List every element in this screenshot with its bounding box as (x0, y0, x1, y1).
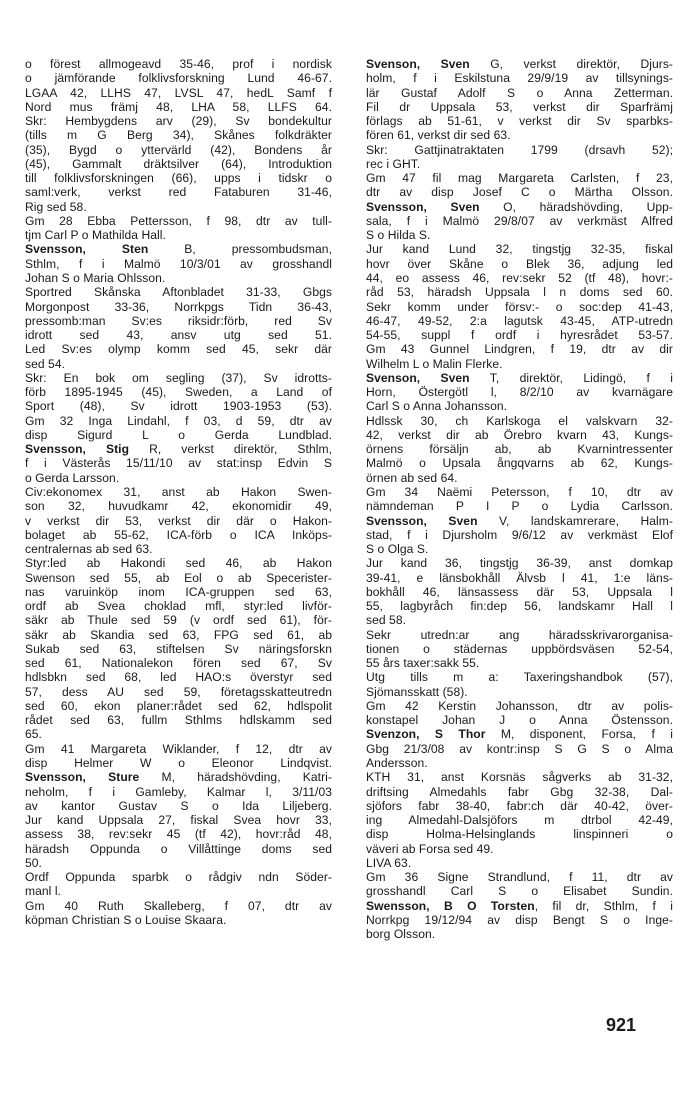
text-line: sed 61, Nationalekon fören sed 67, Sv (25, 656, 332, 671)
entry-name: Svensson, Sture (25, 770, 140, 785)
text-line: Malmö o Upsala ångqvarns ab 62, Kungs- (366, 456, 673, 471)
text-line: o jämförande folklivsforskning Lund 46-67. (25, 71, 332, 86)
text-line: Gm 32 Inga Lindahl, f 03, d 59, dtr av (25, 413, 332, 428)
text-line: Jur kand 36, tingstjg 36-39, anst domkap (366, 556, 673, 571)
text-line: rådet sed 63, fullm Sthlms hdlskamm sed (25, 713, 332, 728)
text-line: råd 53, häradsh Uppsala l n doms sed 60. (366, 285, 673, 300)
text-line: (45), Gammalt dräktsilver (64), Introduktion (25, 156, 332, 171)
text-line: örnens försäljn ab, ab Kvarnintressenter (366, 442, 673, 457)
text-line: Led Sv:es olymp komm sed 45, sekr där (25, 342, 332, 357)
text-line: Sekr utredn:ar ang häradsskrivarorganisa- (366, 627, 673, 642)
text-line: Carl S o Anna Johansson. (366, 399, 508, 414)
text-line: Gm 40 Ruth Skalleberg, f 07, dtr av (25, 898, 332, 913)
text-line: Horn, Östergötl l, 8/2/10 av kvarnägare (366, 385, 673, 400)
text-line: Gbg 21/3/08 av kontr:insp S G S o Alma (366, 741, 673, 756)
text-line: 44, eo assess 46, rev:sekr 52 (tf 48), hovr:- (366, 270, 673, 285)
text-line: bokhåll 46, länsassess där 53, Uppsala l (366, 584, 673, 599)
text-line: stad, f i Djursholm 9/6/12 av verkmäst Elof (366, 527, 673, 542)
text-line: 65. (25, 727, 42, 742)
text-line: tjm Carl P o Mathilda Hall. (25, 228, 166, 243)
text-line: rec i GHT. (366, 156, 421, 171)
text-line: Svensson, Sten B, pressombudsman, (25, 242, 332, 257)
text-line: hovr över Skåne o Blek 36, adjung led (366, 256, 673, 271)
text-line: väveri ab Forsa sed 49. (366, 841, 494, 856)
text-line: dtr av disp Josef C o Märtha Olsson. (366, 185, 673, 200)
text-line: Gm 42 Kerstin Johansson, dtr av polis- (366, 698, 673, 713)
text-line: Rig sed 58. (25, 199, 87, 214)
text-line: Sekr komm under försv:- o soc:dep 41-43, (366, 299, 673, 314)
text-line: Jur kand Uppsala 27, fiskal Svea hovr 33, (25, 813, 332, 828)
text-line: Johan S o Maria Ohlsson. (25, 270, 166, 285)
text-line: Sportred Skånska Aftonbladet 31-33, Gbgs (25, 285, 332, 300)
text-line: Civ:ekonomex 31, anst ab Hakon Swen- (25, 484, 332, 499)
text-line: Gm 34 Naëmi Petersson, f 10, dtr av (366, 484, 673, 499)
text-line: driftsing Almedahls fabr Gbg 32-38, Dal- (366, 784, 673, 799)
text-line: örnen ab sed 64. (366, 470, 458, 485)
text-line: sjöfors fabr 38-40, fabr:ch där 40-42, över- (366, 798, 673, 813)
text-line: Norrkpg 19/12/94 av disp Bengt S o Inge- (366, 912, 673, 927)
text-line: 39-41, e länsbokhåll Älvsb l 41, 1:e läns- (366, 570, 673, 585)
text-line: tionen o städernas uppbördsväsen 52-54, (366, 641, 673, 656)
text-line: Morgonpost 33-36, Norrkpgs Tidn 36-43, (25, 299, 332, 314)
text-line: 42, verkst dir ab Örebro kvarn 43, Kungs- (366, 427, 673, 442)
text-line: (35), Bygd o yttervärld (42), Bondens år (25, 142, 332, 157)
text-line: Skr: Gattjinatraktaten 1799 (drsavh 52); (366, 142, 673, 157)
text-line: Gm 28 Ebba Pettersson, f 98, dtr av tull- (25, 213, 332, 228)
text-line: ordf ab Svea choklad mfl, styr:led livför- (25, 599, 332, 614)
entry-name: Svenson, Sven (366, 57, 470, 71)
text-line: hdlsbkn sed 68, led HAO:s överstyr sed (25, 670, 332, 685)
text-line: bolaget ab 55-62, ICA-förb o ICA Inköps- (25, 527, 332, 542)
text-line: 46-47, 49-52, 2:a lagutsk 43-45, ATP-utredn (366, 313, 673, 328)
text-line: Utg tills m a: Taxeringshandbok (57), (366, 670, 673, 685)
text-line: Skr: Hembygdens arv (29), Sv bondekultur (25, 114, 332, 129)
text-line: (tills m G Berg 34), Skånes folkdräkter (25, 128, 332, 143)
text-line: konstapel Johan J o Anna Östensson. (366, 713, 673, 728)
entry-name: Svensson, Stig (25, 442, 130, 457)
text-line: Gm 36 Signe Strandlund, f 11, dtr av (366, 870, 673, 885)
text-line: köpman Christian S o Louise Skaara. (25, 912, 227, 927)
text-line: Sjömansskatt (58). (366, 684, 468, 699)
text-line: förb 1895-1945 (45), Sweden, a Land of (25, 385, 332, 400)
text-line: S o Olga S. (366, 542, 429, 557)
entry-name: Svensson, Sven (366, 513, 478, 528)
text-line: KTH 31, anst Korsnäs sågverks ab 31-32, (366, 770, 673, 785)
text-line: 55, lagbyråch fin:dep 56, landskamr Hall l (366, 599, 673, 614)
text-line: sed 54. (25, 356, 66, 371)
text-line: av kantor Gustav S o Ida Liljeberg. (25, 798, 332, 813)
text-line: son 32, huvudkamr 42, ekonomidir 49, (25, 499, 332, 514)
text-line: sed 60, ekon planer:rådet sed 62, hdlspolit (25, 698, 332, 713)
text-line: disp Holma-Helsinglands linspinneri o (366, 827, 673, 842)
text-line: S o Hilda S. (366, 228, 431, 243)
text-line: sala, f i Malmö 29/8/07 av verkmäst Alfred (366, 213, 673, 228)
text-line: v verkst dir 53, verkst dir där o Hakon- (25, 513, 332, 528)
text-line: 54-55, suppl f ordf i hyresrådet 53-57. (366, 328, 673, 343)
text-line: säkr ab Thule sed 59 (v ordf sed 61), för- (25, 613, 332, 628)
text-line: neholm, f i Gamleby, Kalmar l, 3/11/03 (25, 784, 332, 799)
text-line: f i Västerås 15/11/10 av stat:insp Edvin S (25, 456, 332, 471)
text-line: assess 38, rev:sekr 45 (tf 42), hovr:råd 48, (25, 827, 332, 842)
text-line: disp Helmer W o Eleonor Lindqvist. (25, 756, 332, 771)
text-line: Andersson. (366, 756, 428, 771)
text-line: 50. (25, 855, 42, 870)
entry-name: Svensson, Sten (25, 242, 149, 257)
text-line: Sukab sed 63, stiftelsen Sv näringsforskn (25, 641, 332, 656)
text-line: holm, f i Eskilstuna 29/9/19 av tillsynings- (366, 71, 673, 86)
text-line: Fil dr Uppsala 53, verkst dir Sparfrämj (366, 99, 673, 114)
entry-name: Svensson, Sven (366, 199, 480, 214)
entry-name: Svenzon, S Thor (366, 727, 486, 742)
text-line: disp Sigurd L o Gerda Lundblad. (25, 427, 332, 442)
text-line: förlags ab 51-61, v verkst dir Sv sparbks- (366, 114, 673, 129)
text-line: Svenzon, S Thor M, disponent, Forsa, f i (366, 727, 673, 742)
text-line: LIVA 63. (366, 855, 412, 870)
text-line: o Gerda Larsson. (25, 470, 120, 485)
text-line: Styr:led ab Hakondi sed 46, ab Hakon (25, 556, 332, 571)
text-line: till folklivsforskningen (66), upps i tidskr o (25, 171, 332, 186)
text-line: centralernas ab sed 63. (25, 542, 153, 557)
text-line: Svenson, Sven T, direktör, Lidingö, f i (366, 370, 674, 385)
text-line: Svensson, Sven V, landskamrerare, Halm- (366, 513, 673, 528)
text-line: grosshandl Carl S o Elisabet Sundin. (366, 884, 673, 899)
page-number: 921 (605, 1015, 636, 1035)
text-line: Sthlm, f i Malmö 10/3/01 av grosshandl (25, 256, 332, 271)
text-line: LGAA 42, LLHS 47, LVSL 47, hedL Samf f (25, 85, 332, 100)
text-line: häradsh Oppunda o Villåttinge doms sed (25, 841, 332, 856)
text-line: Hdlssk 30, ch Karlskoga el valskvarn 32- (366, 413, 673, 428)
text-line: sed 58. (366, 613, 407, 628)
text-line: Svensson, Sven O, häradshövding, Upp- (366, 199, 673, 214)
text-line: manl l. (25, 884, 61, 899)
text-line: ing Almedahl-Dalsjöfors m dtrbol 42-49, (366, 813, 673, 828)
text-line: 55 års taxer:sakk 55. (366, 656, 480, 671)
text-line: Gm 41 Margareta Wiklander, f 12, dtr av (25, 741, 332, 756)
text-line: Gm 43 Gunnel Lindgren, f 19, dtr av dir (366, 342, 673, 357)
text-line: Nord mus främj 48, LHA 58, LLFS 64. (25, 99, 332, 114)
text-line: saml:verk, verkst red Fataburen 31-46, (25, 185, 332, 200)
text-line: Svensson, Stig R, verkst direktör, Sthlm, (25, 442, 332, 457)
text-line: Skr: En bok om segling (37), Sv idrotts- (25, 370, 332, 385)
text-line: pressomb:man Sv:es riksidr:förb, red Sv (25, 313, 332, 328)
text-line: 57, dess AU sed 59, företagsskatteutredn (25, 684, 332, 699)
text-line: Sport (48), Sv idrott 1903-1953 (53). (25, 399, 332, 414)
text-line: Svenson, Sven G, verkst direktör, Djurs- (366, 57, 673, 71)
text-line: borg Olsson. (366, 927, 436, 942)
text-line: nas varuinköp inom ICA-gruppen sed 63, (25, 584, 332, 599)
text-line: Jur kand Lund 32, tingstjg 32-35, fiskal (366, 242, 673, 257)
text-line: fören 61, verkst dir sed 63. (366, 128, 511, 143)
text-line: Swenson sed 55, ab Eol o ab Specerister- (25, 570, 332, 585)
text-line: o förest allmogeavd 35-46, prof i nordisk (25, 57, 332, 71)
left-column (25, 57, 332, 927)
text-line: Swensson, B O Torsten, fil dr, Sthlm, f i (366, 898, 673, 913)
text-line: lär Gustaf Adolf S o Anna Zetterman. (366, 85, 673, 100)
text-line: säkr ab Skandia sed 63, FPG sed 61, ab (25, 627, 332, 642)
text-line: Svensson, Sture M, häradshövding, Katri- (25, 770, 332, 785)
text-line: nämndeman P I P o Lydia Carlsson. (366, 499, 673, 514)
entry-name: Svenson, Sven (366, 370, 470, 385)
text-line: Gm 47 fil mag Margareta Carlsten, f 23, (366, 171, 673, 186)
text-line: idrott sed 43, ansv utg sed 51. (25, 328, 332, 343)
right-column (366, 57, 673, 941)
entry-name: Swensson, B O Torsten (366, 898, 535, 913)
text-line: Ordf Oppunda sparbk o rådgiv ndn Söder- (25, 870, 332, 885)
text-line: Wilhelm L o Malin Flerke. (366, 356, 503, 371)
